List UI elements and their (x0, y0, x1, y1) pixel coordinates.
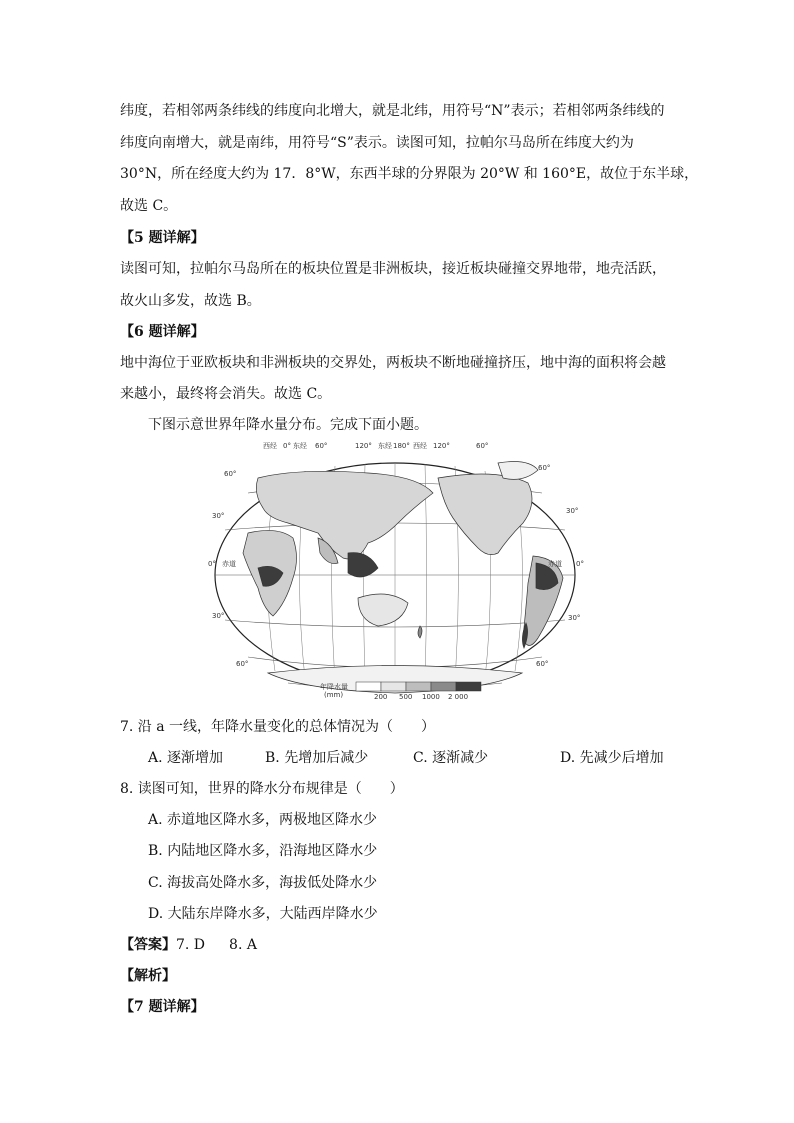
q7-option-b: B. 先增加后减少 (265, 750, 369, 766)
lat-label: 60° (224, 470, 237, 478)
lat-label: 60° (536, 660, 549, 668)
answer-line (120, 935, 257, 955)
answer-label: 【答案】 (120, 937, 176, 953)
paragraph-line: 故火山多发，故选 B。 (120, 293, 261, 309)
lat-label: 0° (208, 560, 216, 568)
lon-label: 西经 (413, 442, 427, 450)
legend-swatch (456, 682, 481, 691)
answer-8: 8. A (229, 937, 257, 953)
q8-option-b: B. 内陆地区降水多，沿海地区降水少 (148, 843, 378, 859)
paragraph-line: 故选 C。 (120, 198, 178, 214)
lon-label: 60° (315, 442, 328, 450)
legend-swatch (381, 682, 406, 691)
world-precipitation-map (208, 438, 588, 700)
lat-label: 30° (212, 612, 225, 620)
lon-label: 0° (283, 442, 291, 450)
legend-swatch (356, 682, 381, 691)
paragraph-line: 地中海位于亚欧板块和非洲板块的交界处，两板块不断地碰撞挤压，地中海的面积将会越 (120, 355, 666, 371)
lon-label: 120° (433, 442, 450, 450)
legend-swatch (406, 682, 431, 691)
lat-label: 60° (236, 660, 249, 668)
paragraph-line: 读图可知，拉帕尔马岛所在的板块位置是非洲板块，接近板块碰撞交界地带，地壳活跃， (120, 261, 666, 277)
q8-option-d: D. 大陆东岸降水多，大陆西岸降水少 (148, 906, 378, 922)
lon-label: 东经 (378, 442, 392, 450)
legend-value: 1000 (422, 693, 440, 700)
legend-value: 500 (399, 693, 413, 700)
legend-value: 200 (374, 693, 388, 700)
paragraph-line: 来越小，最终将会消失。故选 C。 (120, 386, 332, 402)
lat-label: 60° (538, 464, 551, 472)
legend-swatches (356, 682, 481, 691)
q7-option-c: C. 逐渐减少 (413, 750, 489, 766)
lat-label: 30° (212, 512, 225, 520)
legend-value: 2 000 (448, 693, 469, 700)
question-7-stem: 7. 沿 a 一线，年降水量变化的总体情况为（ ） (120, 719, 436, 735)
lat-label: 30° (568, 614, 581, 622)
map-intro: 下图示意世界年降水量分布。完成下面小题。 (148, 417, 428, 433)
lon-label: 180° (393, 442, 410, 450)
answer-7: 7. D (176, 937, 206, 953)
legend-unit: (mm) (324, 691, 344, 699)
paragraph-line: 纬度，若相邻两条纬线的纬度向北增大，就是北纬，用符号“N”表示；若相邻两条纬线的 (120, 103, 665, 119)
lat-label: 30° (566, 507, 579, 515)
equator-label: 赤道 (548, 560, 562, 568)
legend-swatch (431, 682, 456, 691)
lon-label: 东经 (293, 442, 307, 450)
lat-label: 0° (576, 560, 584, 568)
lon-label: 120° (355, 442, 372, 450)
section-heading-6: 【6 题详解】 (120, 324, 205, 340)
section-heading-7: 【7 题详解】 (120, 999, 205, 1015)
equator-label: 赤道 (222, 560, 236, 568)
analysis-heading: 【解析】 (120, 968, 176, 984)
q8-option-c: C. 海拔高处降水多，海拔低处降水少 (148, 875, 378, 891)
q8-option-a: A. 赤道地区降水多，两极地区降水少 (148, 812, 378, 828)
section-heading-5: 【5 题详解】 (120, 230, 205, 246)
paragraph-line: 30°N，所在经度大约为 17．8°W，东西半球的分界限为 20°W 和 160°E，故位于东半球， (120, 166, 699, 182)
paragraph-line: 纬度向南增大，就是南纬，用符号“S”表示。读图可知，拉帕尔马岛所在纬度大约为 (120, 135, 634, 151)
q7-option-d: D. 先减少后增加 (560, 750, 664, 766)
question-8-stem: 8. 读图可知，世界的降水分布规律是（ ） (120, 781, 404, 797)
lon-label: 60° (476, 442, 489, 450)
lon-label: 西经 (263, 442, 277, 450)
legend-title: 年降水量 (320, 683, 348, 691)
q7-option-a: A. 逐渐增加 (148, 750, 224, 766)
